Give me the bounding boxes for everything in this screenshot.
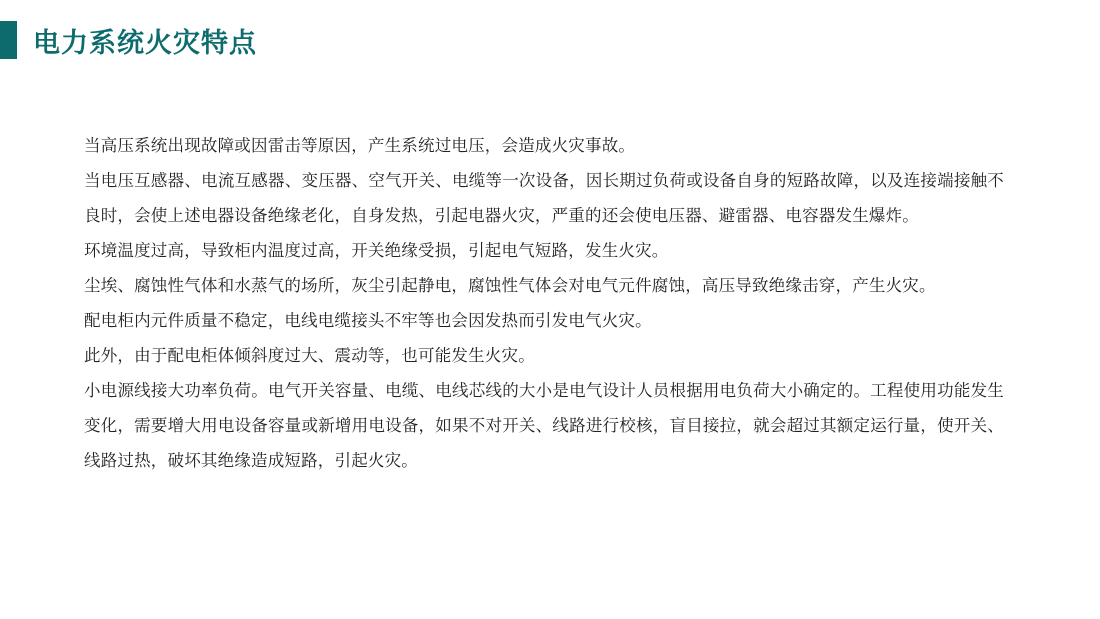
body-paragraph: 此外，由于配电柜体倾斜度过大、震动等，也可能发生火灾。 bbox=[84, 346, 535, 365]
body-paragraph: 当电压互感器、电流互感器、变压器、空气开关、电缆等一次设备，因长期过负荷或设备自身的短路故障，以及连接端接触不良时，会使上述电器设备绝缘老化，自身发热，引起电器火灾，严重的还会使电压器、避雷器、电容器发生爆炸。 bbox=[84, 171, 1004, 225]
body-paragraph: 小电源线接大功率负荷。电气开关容量、电缆、电线芯线的大小是电气设计人员根据用电负荷大小确定的。工程使用功能发生变化，需要增大用电设备容量或新增用电设备，如果不对开关、线路进行校核，盲目接拉，就会超过其额定运行量，使开关、线路过热，破坏其绝缘造成短路，引起火灾。 bbox=[84, 381, 1004, 470]
body-paragraph: 当高压系统出现故障或因雷击等原因，产生系统过电压，会造成火灾事故。 bbox=[84, 136, 636, 155]
body-paragraph: 尘埃、腐蚀性气体和水蒸气的场所，灰尘引起静电，腐蚀性气体会对电气元件腐蚀，高压导致绝缘击穿，产生火灾。 bbox=[84, 276, 936, 295]
slide-title-row bbox=[0, 20, 257, 60]
body-paragraph: 环境温度过高，导致柜内温度过高，开关绝缘受损，引起电气短路，发生火灾。 bbox=[84, 241, 669, 260]
title-accent-bar bbox=[0, 21, 17, 59]
slide-body bbox=[84, 128, 1004, 478]
page-title: 电力系统火灾特点 bbox=[33, 27, 257, 59]
body-paragraph: 配电柜内元件质量不稳定，电线电缆接头不牢等也会因发热而引发电气火灾。 bbox=[84, 311, 652, 330]
